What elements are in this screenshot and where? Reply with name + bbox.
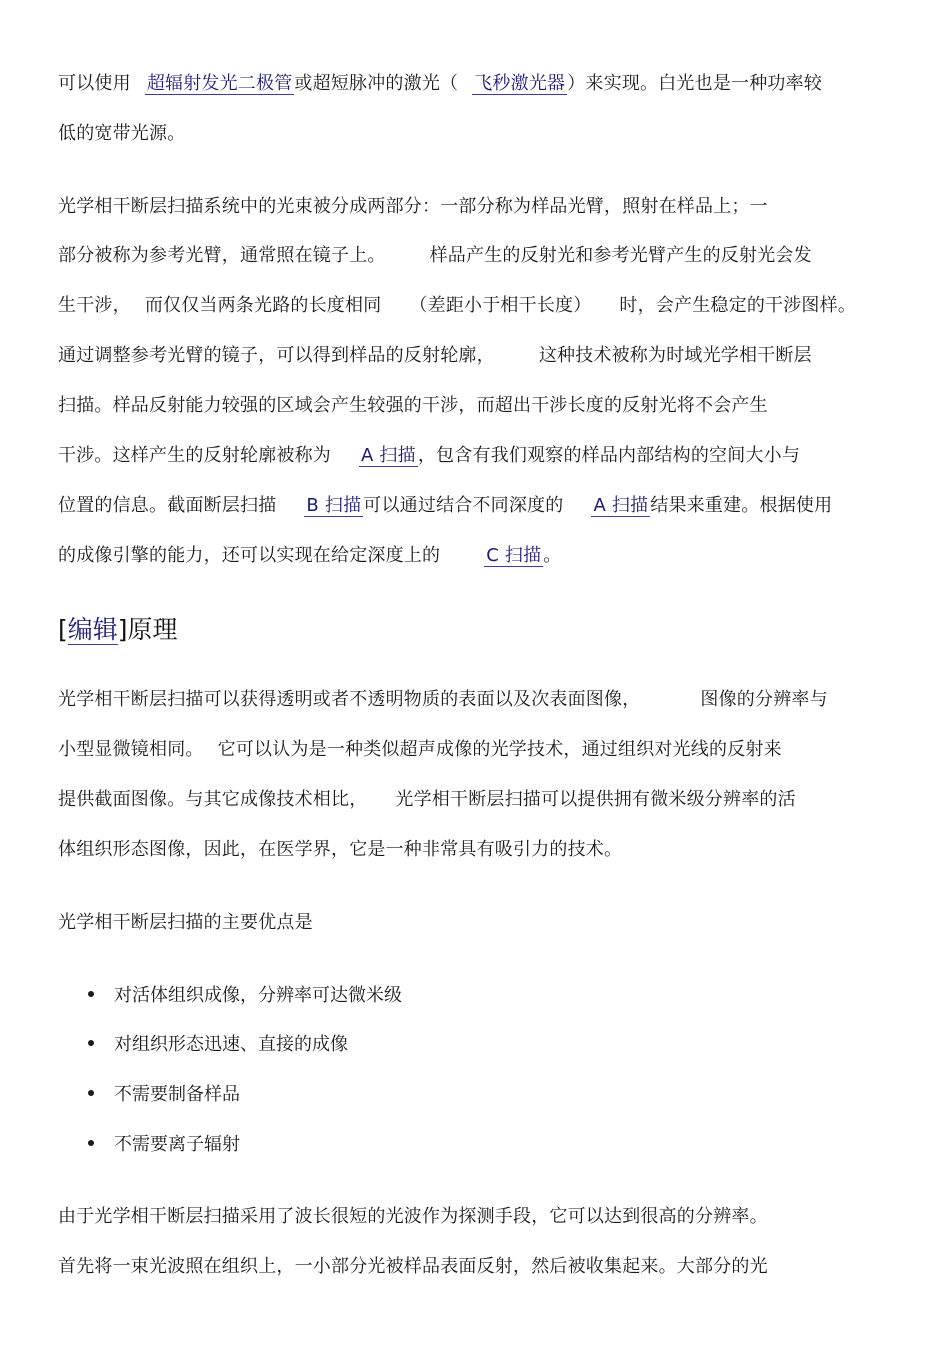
paragraph-2-line-4: 通过调整参考光臂的镜子，可以得到样品的反射轮廓， 这种技术被称为时域光学相干断层 — [58, 345, 812, 366]
paragraph-2-line-1: 光学相干断层扫描系统中的光束被分成两部分：一部分称为样品光臂，照射在样品上；一 — [58, 196, 768, 217]
link-a-scan[interactable]: A 扫描 — [361, 445, 416, 466]
link-femtosecond-laser[interactable]: 飞秒激光器 — [474, 73, 566, 94]
link-superluminescent-diode[interactable]: 超辐射发光二极管 — [146, 73, 293, 94]
paragraph-2-line-3: 生干涉， 而仅仅当两条光路的长度相同 （差距小于相干长度） 时，会产生稳定的干涉图样。 — [58, 295, 857, 316]
paragraph-3-line-2: 小型显微镜相同。 它可以认为是一种类似超声成像的光学技术，通过组织对光线的反射来 — [58, 739, 782, 760]
section-title: 原理 — [127, 615, 178, 644]
list-item: 不需要制备样品 — [88, 1083, 240, 1107]
paragraph-5-line-1: 由于光学相干断层扫描采用了波长很短的光波作为探测手段，它可以达到很高的分辨率。 — [58, 1206, 768, 1227]
paragraph-2-line-5: 扫描。样品反射能力较强的区域会产生较强的干涉，而超出干涉长度的反射光将不会产生 — [58, 395, 768, 416]
link-c-scan[interactable]: C 扫描 — [486, 545, 542, 566]
paragraph-1-line-1: 可以使用 超辐射发光二极管 或超短脉冲的激光（ 飞秒激光器 ）来实现。白光也是一种功率较 — [58, 73, 823, 94]
paragraph-1-line-2: 低的宽带光源。 — [58, 123, 186, 144]
paragraph-2-line-8: 的成像引擎的能力，还可以实现在给定深度上的 C 扫描 。 — [58, 545, 562, 566]
bullet-icon — [88, 1090, 94, 1096]
list-item: 对活体组织成像，分辨率可达微米级 — [88, 984, 402, 1008]
advantages-intro: 光学相干断层扫描的主要优点是 — [58, 912, 313, 933]
bullet-icon — [88, 991, 94, 997]
paragraph-2-line-2: 部分被称为参考光臂，通常照在镜子上。 样品产生的反射光和参考光臂产生的反射光会发 — [58, 245, 812, 266]
link-b-scan[interactable]: B 扫描 — [306, 495, 362, 516]
paragraph-2-line-7: 位置的信息。截面断层扫描 B 扫描 可以通过结合不同深度的 A 扫描 结果来重建。根据使用 — [58, 495, 833, 516]
paragraph-5-line-2: 首先将一束光波照在组织上，一小部分光被样品表面反射，然后被收集起来。大部分的光 — [58, 1256, 768, 1277]
list-item: 不需要离子辐射 — [88, 1133, 240, 1157]
bullet-icon — [88, 1040, 94, 1046]
section-heading-principle: [编辑]原理 — [58, 615, 178, 644]
link-a-scan-2[interactable]: A 扫描 — [593, 495, 649, 516]
paragraph-3-line-4: 体组织形态图像，因此，在医学界，它是一种非常具有吸引力的技术。 — [58, 839, 623, 860]
edit-section-link[interactable]: 编辑 — [67, 615, 118, 644]
list-item: 对组织形态迅速、直接的成像 — [88, 1033, 348, 1057]
bullet-icon — [88, 1140, 94, 1146]
paragraph-3-line-1: 光学相干断层扫描可以获得透明或者不透明物质的表面以及次表面图像， 图像的分辨率与 — [58, 689, 828, 710]
paragraph-3-line-3: 提供截面图像。与其它成像技术相比， 光学相干断层扫描可以提供拥有微米级分辨率的活 — [58, 789, 796, 810]
paragraph-2-line-6: 干涉。这样产生的反射轮廓被称为 A 扫描 ，包含有我们观察的样品内部结构的空间大小与 — [58, 445, 801, 466]
